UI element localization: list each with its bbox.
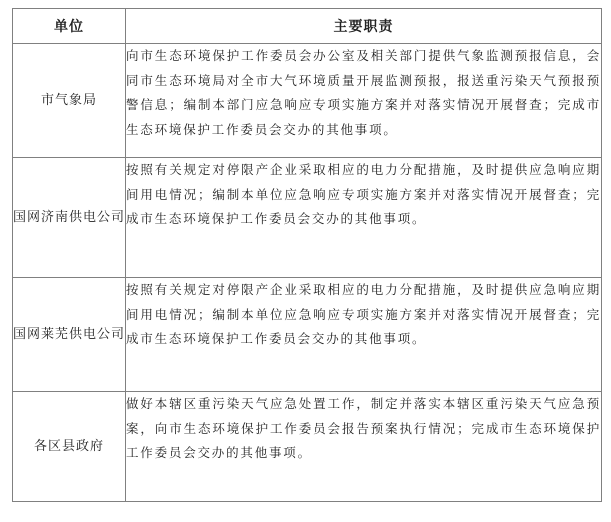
table-header-row xyxy=(13,9,602,44)
header-unit: 单位 xyxy=(13,9,126,44)
duty-cell: 按照有关规定对停限产企业采取相应的电力分配措施，及时提供应急响应期间用电情况；编制本单位应急响应专项实施方案并对落实情况开展督查；完成市生态环境保护工作委员会交办的其他事项。 xyxy=(126,278,602,392)
table-row xyxy=(13,158,602,278)
unit-cell: 市气象局 xyxy=(13,44,126,158)
duties-table xyxy=(12,8,602,502)
duty-cell: 做好本辖区重污染天气应急处置工作，制定并落实本辖区重污染天气应急预案，向市生态环境保护工作委员会报告预案执行情况；完成市生态环境保护工作委员会交办的其他事项。 xyxy=(126,392,602,502)
unit-cell: 国网济南供电公司 xyxy=(13,158,126,278)
duty-cell: 按照有关规定对停限产企业采取相应的电力分配措施，及时提供应急响应期间用电情况；编制本单位应急响应专项实施方案并对落实情况开展督查；完成市生态环境保护工作委员会交办的其他事项。 xyxy=(126,158,602,278)
duty-cell: 向市生态环境保护工作委员会办公室及相关部门提供气象监测预报信息，会同市生态环境局对全市大气环境质量开展监测预报，报送重污染天气预报预警信息；编制本部门应急响应专项实施方案并对落实情况开展督查；完成市生态环境保护工作委员会交办的其他事项。 xyxy=(126,44,602,158)
table-row xyxy=(13,278,602,392)
header-duty: 主要职责 xyxy=(126,9,602,44)
unit-cell: 各区县政府 xyxy=(13,392,126,502)
table-row xyxy=(13,44,602,158)
unit-cell: 国网莱芜供电公司 xyxy=(13,278,126,392)
table-row xyxy=(13,392,602,502)
